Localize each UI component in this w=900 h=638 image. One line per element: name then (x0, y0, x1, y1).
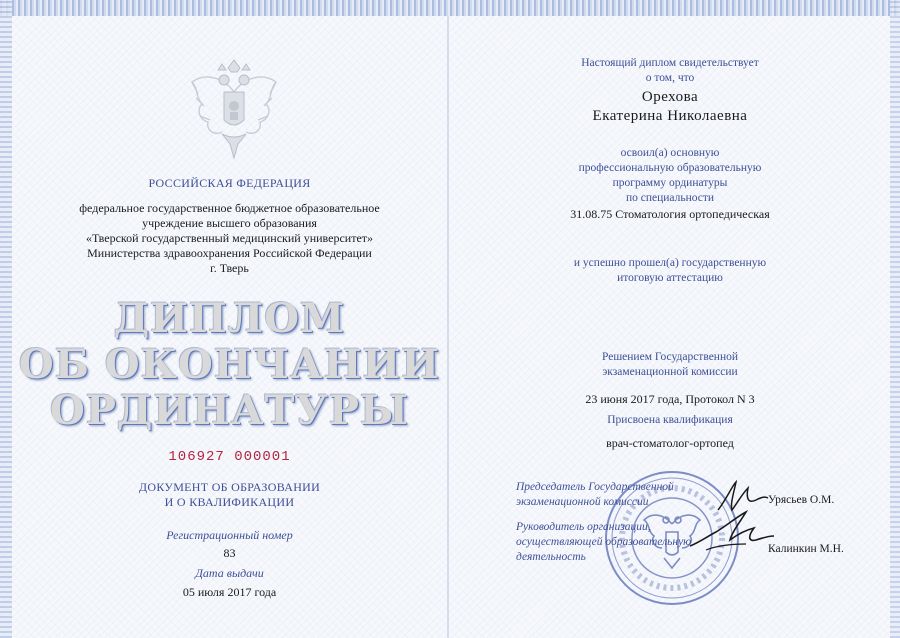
program-line: по специальности (625, 192, 715, 204)
commission-line: Решением Государственной (601, 351, 739, 363)
head-title-line: осуществляющей образовательную (516, 536, 692, 548)
right-page (450, 0, 890, 638)
program-line: освоил(а) основную (620, 147, 720, 159)
program-text (450, 146, 890, 206)
issue-date: 05 июля 2017 года (182, 585, 277, 599)
institution-line: «Тверской государственный медицинский университет» (85, 231, 374, 245)
country-name: РОССИЙСКАЯ ФЕДЕРАЦИЯ (148, 176, 311, 190)
page-fold (447, 16, 449, 638)
issue-date-label: Дата выдачи (195, 566, 264, 580)
graduate-surname: Орехова (641, 89, 699, 105)
intro-line: о том, что (645, 72, 695, 84)
attestation-text (450, 256, 890, 286)
intro-text (450, 56, 890, 86)
left-page (12, 0, 447, 638)
attestation-line: итоговую аттестацию (617, 272, 723, 284)
institution-name (12, 201, 447, 276)
commission-text (450, 350, 890, 380)
chair-title-line: экзаменационной комиссии (516, 496, 649, 508)
program-line: программу ординатуры (612, 177, 728, 189)
program-line: профессиональную образовательную (578, 162, 762, 174)
ornament-border-right (890, 0, 900, 638)
institution-line: учреждение высшего образования (142, 216, 317, 230)
head-title-line: Руководитель организации, (516, 521, 651, 533)
title-line: ОРДИНАТУРЫ (49, 387, 410, 434)
chair-title-line: Председатель Государственной (516, 481, 674, 493)
specialty: 31.08.75 Стоматология ортопедическая (570, 207, 770, 221)
institution-line: Министерства здравоохранения Российской Федерации (87, 246, 372, 260)
protocol-info: 23 июня 2017 года, Протокол N 3 (585, 392, 755, 406)
qualification: врач-стоматолог-ортопед (606, 436, 734, 450)
head-title-line: деятельность (516, 551, 586, 563)
commission-line: экзаменационной комиссии (602, 366, 738, 378)
eagle-emblem-icon (184, 58, 284, 168)
chair-title (516, 480, 674, 510)
head-name: Калинкин М.Н. (768, 543, 844, 555)
institution-line: г. Тверь (210, 261, 249, 275)
document-type-line: И О КВАЛИФИКАЦИИ (164, 495, 295, 509)
document-type-line: ДОКУМЕНТ ОБ ОБРАЗОВАНИИ (138, 480, 321, 494)
ornament-border-left (0, 0, 12, 638)
chair-name: Урясьев О.М. (768, 494, 835, 506)
graduate-name (450, 88, 890, 126)
title-line: ОБ ОКОНЧАНИИ (18, 341, 441, 388)
document-type (12, 480, 447, 510)
document-title (12, 296, 447, 434)
head-signature-icon (686, 506, 776, 556)
title-line: ДИПЛОМ (113, 295, 346, 342)
registration-number: 83 (223, 546, 236, 560)
registration-label: Регистрационный номер (166, 528, 293, 542)
intro-line: Настоящий диплом свидетельствует (581, 57, 759, 69)
qualification-label: Присвоена квалификация (607, 414, 733, 426)
institution-line: федеральное государственное бюджетное образовательное (79, 201, 380, 215)
head-title (516, 520, 691, 565)
attestation-line: и успешно прошел(а) государственную (573, 257, 767, 269)
serial-number: 106927 000001 (168, 449, 291, 465)
graduate-given-names: Екатерина Николаевна (592, 108, 748, 124)
